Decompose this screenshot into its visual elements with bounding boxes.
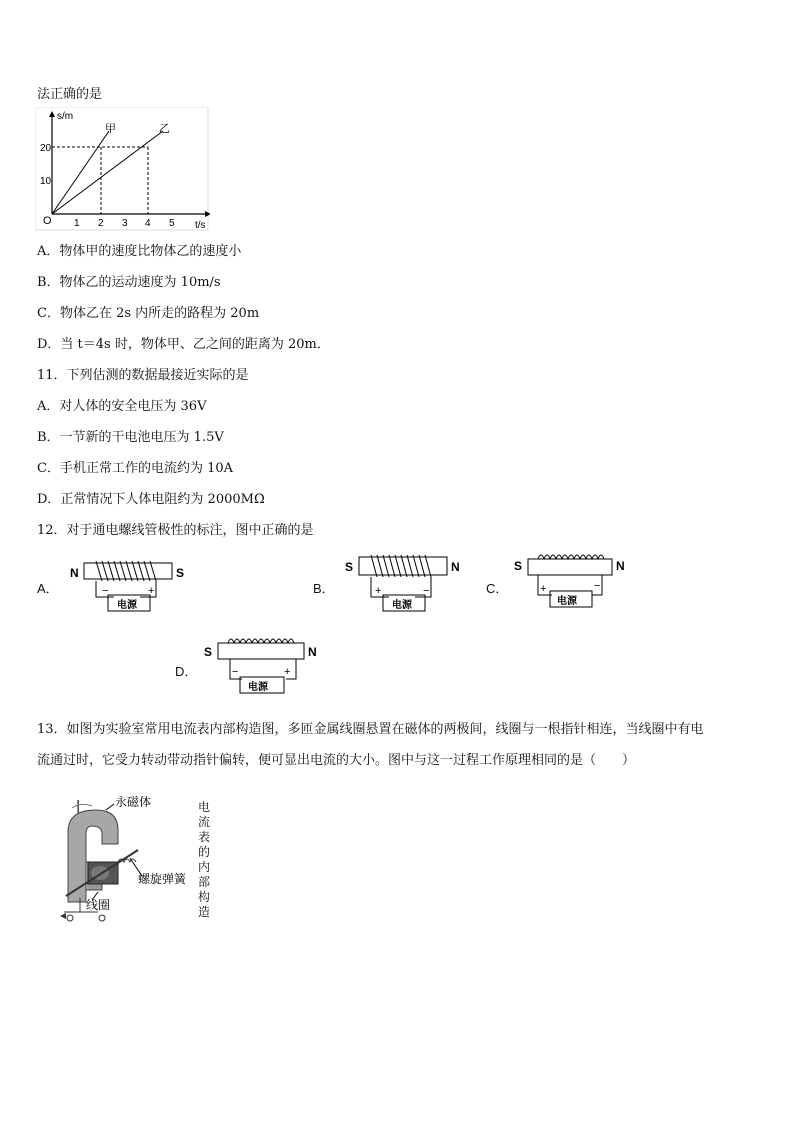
minus-sign: − bbox=[594, 580, 601, 592]
magnet-label: 永磁体 bbox=[115, 795, 152, 809]
minus-sign: − bbox=[102, 585, 109, 597]
q11-option-c: C．手机正常工作的电流约为 10A bbox=[37, 461, 234, 476]
q10-option-b: B．物体乙的运动速度为 10m/s bbox=[37, 275, 221, 290]
spring-label: 螺旋弹簧 bbox=[138, 872, 187, 886]
ytick-10: 10 bbox=[40, 176, 52, 187]
terminal-arrow-icon bbox=[60, 913, 66, 919]
pole-left: S bbox=[514, 559, 523, 573]
pole-right: S bbox=[176, 566, 185, 580]
minus-sign: − bbox=[423, 585, 430, 597]
q12-letter-b: B． bbox=[313, 581, 335, 596]
q11-stem: 11．下列估测的数据最接近实际的是 bbox=[37, 368, 249, 383]
origin-label: O bbox=[43, 215, 52, 227]
q12-stem: 12．对于通电螺线管极性的标注，图中正确的是 bbox=[37, 523, 314, 538]
q11-option-a: A．对人体的安全电压为 36V bbox=[37, 399, 207, 414]
q11-option-b: B．一节新的干电池电压为 1.5V bbox=[37, 430, 224, 445]
pole-right: N bbox=[616, 559, 625, 573]
y-axis-label: s/m bbox=[57, 111, 74, 122]
q12-letter-d: D． bbox=[175, 664, 198, 679]
solenoid-c bbox=[512, 553, 637, 621]
q11-option-d: D．正常情况下人体电阻约为 2000MΩ bbox=[37, 492, 265, 507]
power-label: 电源 bbox=[557, 596, 577, 607]
pole-left: S bbox=[345, 560, 354, 574]
xtick-1: 1 bbox=[74, 218, 80, 229]
solenoid-d bbox=[204, 637, 329, 705]
q12-letter-a: A． bbox=[37, 581, 59, 596]
xtick-2: 2 bbox=[98, 218, 104, 229]
x-axis-label: t/s bbox=[195, 220, 206, 231]
power-label: 电源 bbox=[392, 600, 412, 611]
plus-sign: + bbox=[284, 666, 291, 678]
power-label: 电源 bbox=[117, 600, 137, 611]
pole-right: N bbox=[451, 560, 460, 574]
pole-right: N bbox=[308, 645, 317, 659]
solenoid-b bbox=[343, 555, 468, 623]
pole-left: N bbox=[70, 566, 79, 580]
xtick-5: 5 bbox=[169, 218, 175, 229]
label-jia: 甲 bbox=[105, 123, 116, 135]
q10-option-d: D．当 t＝4s 时，物体甲、乙之间的距离为 20m． bbox=[37, 337, 330, 352]
ytick-20: 20 bbox=[40, 143, 52, 154]
plus-sign: + bbox=[540, 583, 547, 595]
q12-letter-c: C． bbox=[486, 581, 509, 596]
q10-option-c: C．物体乙在 2s 内所走的路程为 20m bbox=[37, 306, 260, 321]
figure-caption: 电流表的内部构造 bbox=[198, 800, 211, 919]
xtick-4: 4 bbox=[145, 218, 151, 229]
coil-label: 线圈 bbox=[86, 898, 111, 912]
pole-left: S bbox=[204, 645, 213, 659]
label-yi: 乙 bbox=[159, 123, 170, 135]
st-graph bbox=[35, 107, 210, 232]
q10-option-a: A．物体甲的速度比物体乙的速度小 bbox=[37, 244, 242, 259]
minus-sign: − bbox=[232, 666, 239, 678]
xtick-3: 3 bbox=[122, 218, 128, 229]
intro-text: 法正确的是 bbox=[37, 87, 103, 102]
ammeter-diagram bbox=[58, 792, 196, 932]
q13-line1: 13．如图为实验室常用电流表内部构造图，多匝金属线圈悬置在磁体的两极间，线圈与一根指针相连，当线圈中有电 bbox=[37, 722, 704, 737]
solenoid-a bbox=[68, 555, 193, 623]
plus-sign: + bbox=[148, 585, 155, 597]
q13-line2: 流通过时，它受力转动带动指针偏转，便可显出电流的大小。图中与这一过程工作原理相同的是（ ） bbox=[37, 753, 636, 768]
power-label: 电源 bbox=[248, 682, 268, 693]
plus-sign: + bbox=[375, 585, 382, 597]
